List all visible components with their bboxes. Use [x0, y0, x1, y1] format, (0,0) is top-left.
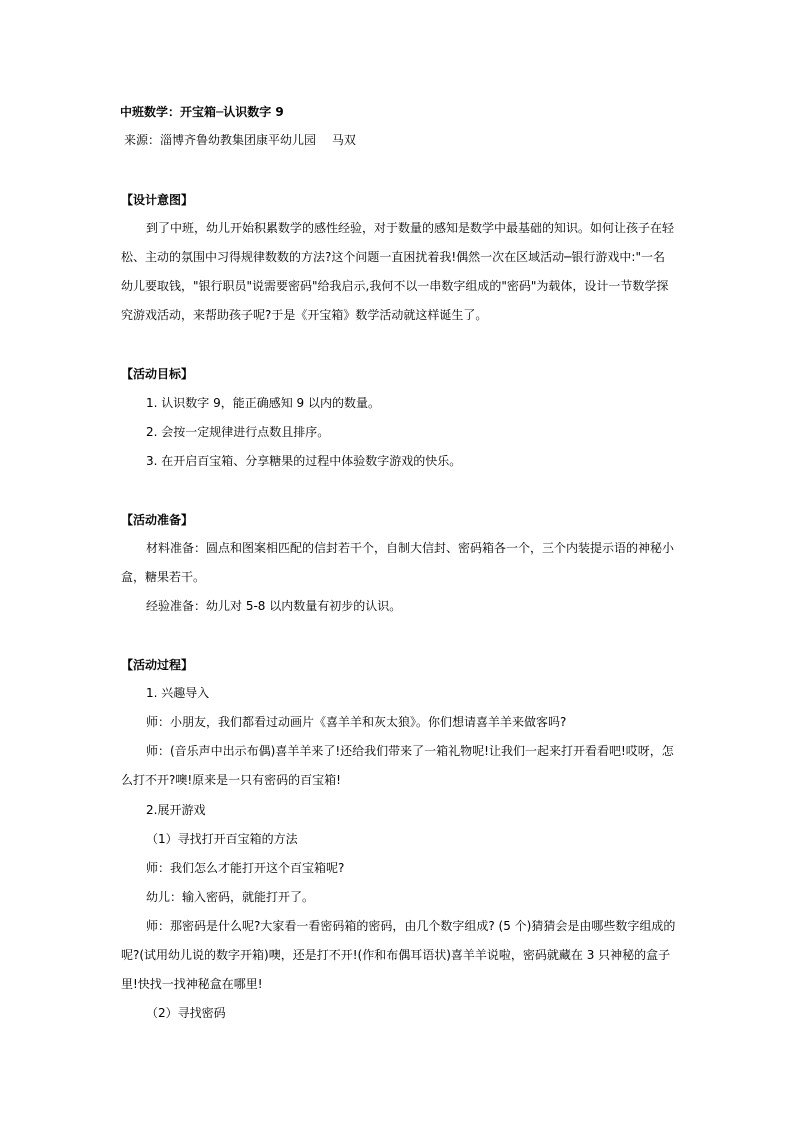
paragraph-line: 幼儿：输入密码，就能打开了。 [146, 890, 315, 904]
section-heading-design: 【设计意图】 [121, 193, 194, 207]
paragraph-line: 材料准备：圆点和图案相匹配的信封若干个，自制大信封、密码箱各一个，三个内装提示语的神秘小 [146, 541, 675, 555]
paragraph-line: 1. 兴趣导入 [146, 686, 210, 700]
list-item: 1. 认识数字 9，能正确感知 9 以内的数量。 [146, 396, 380, 410]
paragraph-line: 师：小朋友，我们都看过动画片《喜羊羊和灰太狼》。你们想请喜羊羊来做客吗? [146, 715, 567, 729]
document-title: 中班数学：开宝箱─认识数字 9 [120, 105, 284, 119]
paragraph-line: （2）寻找密码 [146, 1006, 226, 1020]
section-heading-prep: 【活动准备】 [121, 513, 194, 527]
paragraph-line: 呢?(试用幼儿说的数字开箱)噢，还是打不开!(作和布偶耳语状)喜羊羊说啦，密码就藏在 3 只神秘的盒子 [121, 948, 671, 962]
paragraph-line: （1）寻找打开百宝箱的方法 [146, 832, 298, 846]
paragraph-line: 幼儿要取钱，"银行职员"说需要密码"给我启示,我何不以一串数字组成的"密码"为载体，设计一节数学探 [121, 279, 669, 293]
paragraph-line: 经验准备：幼儿对 5-8 以内数量有初步的认识。 [146, 599, 402, 613]
paragraph-line: 到了中班，幼儿开始积累数学的感性经验，对于数量的感知是数学中最基础的知识。如何让孩子在轻 [146, 221, 675, 235]
list-item: 2. 会按一定规律进行点数且排序。 [146, 425, 330, 439]
paragraph-line: 么打不开?噢!原来是一只有密码的百宝箱! [121, 773, 341, 787]
section-heading-goals: 【活动目标】 [121, 367, 194, 381]
paragraph-line: 里!快找一找神秘盒在哪里! [121, 977, 263, 991]
paragraph-line: 师：那密码是什么呢?大家看一看密码箱的密码，由几个数字组成? (5 个)猜猜会是由哪些数字组成的 [146, 919, 676, 933]
paragraph-line: 师：(音乐声中出示布偶)喜羊羊来了!还给我们带来了一箱礼物呢!让我们一起来打开看看吧!哎呀，怎 [146, 744, 674, 758]
paragraph-line: 2.展开游戏 [146, 803, 206, 817]
paragraph-line: 究游戏活动，来帮助孩子呢?于是《开宝箱》数学活动就这样诞生了。 [121, 308, 488, 322]
section-heading-process: 【活动过程】 [121, 658, 194, 672]
paragraph-line: 松、主动的氛围中习得规律数数的方法?这个问题一直困扰着我!偶然一次在区域活动─银行游戏中:"一名 [121, 250, 665, 264]
document-source: 来源：淄博齐鲁幼教集团康平幼儿园 马双 [124, 133, 356, 147]
paragraph-line: 师：我们怎么才能打开这个百宝箱呢? [146, 861, 345, 875]
list-item: 3. 在开启百宝箱、分享糖果的过程中体验数字游戏的快乐。 [146, 454, 462, 468]
paragraph-line: 盒，糖果若干。 [121, 570, 206, 584]
